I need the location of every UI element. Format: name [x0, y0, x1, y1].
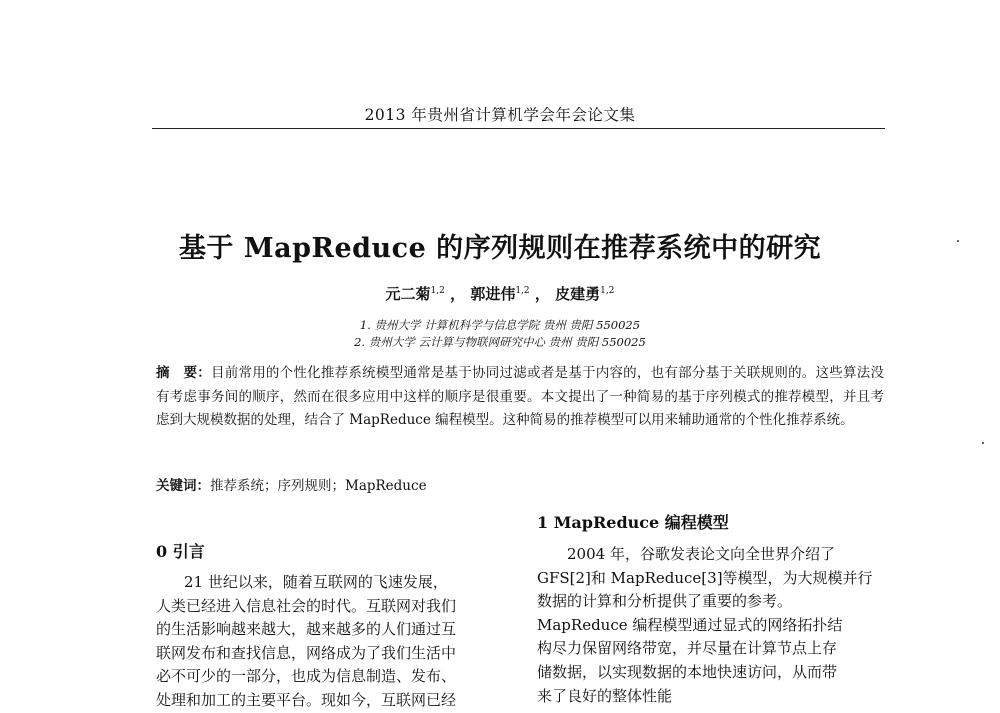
keywords-label: 关键词： [156, 478, 210, 494]
body-line: 处理和加工的主要平台。现如今，互联网已经 [156, 690, 457, 709]
mapreduce-body [537, 543, 885, 708]
header-rule [152, 128, 885, 129]
author-separator: ， [529, 285, 550, 303]
author-name: 郭进伟 [470, 285, 516, 303]
body-line: 2004 年，谷歌发表论文向全世界介绍了 [567, 545, 835, 563]
body-line: 构尽力保留网络带宽，并尽量在计算节点上存 [537, 639, 838, 658]
affiliation-2: 2. 贵州大学 云计算与物联网研究中心 贵州 贵阳 550025 [354, 335, 646, 349]
introduction-body [156, 571, 503, 713]
keywords-text: 推荐系统；序列规则；MapReduce [210, 478, 427, 494]
body-line: MapReduce 编程模型通过显式的网络拓扑结 [537, 615, 843, 634]
abstract [156, 362, 884, 433]
author-list [0, 283, 1000, 304]
author-name: 元二菊 [385, 285, 431, 303]
scan-speck [957, 240, 959, 242]
body-line: 储数据，以实现数据的本地快速访问，从而带 [537, 662, 838, 681]
paper-title: 基于 MapReduce 的序列规则在推荐系统中的研究 [178, 233, 822, 264]
author-affil-sup: 1,2 [600, 286, 615, 296]
running-header: 2013 年贵州省计算机学会年会论文集 [364, 106, 636, 124]
affiliation-1: 1. 贵州大学 计算机科学与信息学院 贵州 贵阳 550025 [359, 318, 641, 332]
author-name: 皮建勇 [555, 285, 601, 303]
body-line: 联网发布和查找信息，网络成为了我们生活中 [156, 643, 457, 662]
scan-speck [982, 442, 984, 444]
body-line: 人类已经进入信息社会的时代。互联网对我们 [156, 596, 457, 615]
abstract-text: 目前常用的个性化推荐系统模型通常是基于协同过滤或者是基于内容的，也有部分基于关联规则的。这些算法没有考虑事务间的顺序，然而在很多应用中这样的顺序是很重要。本文提出了一种简易的基于序列模式的推荐模型，并且考虑到大规模数据的处理，结合了 MapReduce 编程模型。这种简易的推荐模型可以用来辅助通常的个性化推荐系统。 [156, 365, 885, 429]
section-heading-mapreduce: 1 MapReduce 编程模型 [537, 513, 729, 532]
author-separator: ， [444, 285, 466, 303]
body-line: 必不可少的一部分，也成为信息制造、发布、 [156, 667, 457, 686]
body-line: 的生活影响越来越大，越来越多的人们通过互 [156, 620, 457, 639]
body-line: GFS[2]和 MapReduce[3]等模型，为大规模并行 [537, 568, 873, 587]
keywords [156, 474, 884, 494]
author-affil-sup: 1,2 [430, 286, 445, 296]
body-line: 来了良好的整体性能 [537, 686, 673, 705]
abstract-label: 摘 要： [156, 365, 211, 381]
section-heading-introduction: 0 引言 [156, 542, 205, 561]
body-line: 21 世纪以来，随着互联网的飞速发展， [184, 573, 448, 591]
author-affil-sup: 1,2 [515, 286, 530, 296]
body-line: 数据的计算和分析提供了重要的参考。 [537, 592, 793, 611]
